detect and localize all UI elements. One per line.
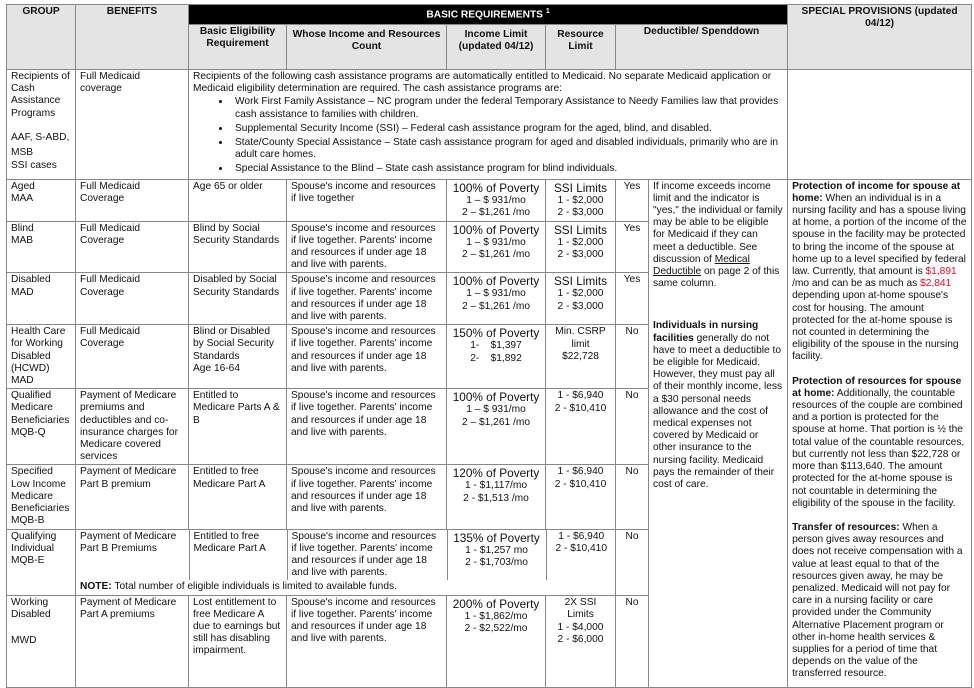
income-1: 1 - $1,257 mo <box>465 544 528 556</box>
resource-label: SSI Limits <box>553 180 608 195</box>
resource-2: 2 - $10,410 <box>554 478 607 490</box>
age-range: Age 16-64 <box>193 362 241 374</box>
group-cell <box>7 325 76 389</box>
income-1: 1 - $1,117/mo <box>464 480 528 492</box>
resource-1: 1 - $2,000 <box>557 288 604 300</box>
eligibility-cell: Entitled to free Medicare Part A <box>189 465 287 529</box>
cash-assistance-description <box>189 70 788 180</box>
income-limit-cell <box>447 465 546 529</box>
income-2: 2 - $1,703/mo <box>465 557 528 568</box>
special-provisions-cell <box>788 179 972 687</box>
group-code: MQB-B <box>11 515 45 527</box>
income-2: 2 – $1,261 /mo <box>462 300 530 312</box>
group-name: Qualifying Individual <box>11 530 57 554</box>
benefits-cell: Full Medicaid coverage <box>76 70 189 180</box>
whose-income-cell: Spouse's income and resources if live together. Parents' income and resources if under age 18 and live with parents. <box>287 325 447 389</box>
income-2: 2 - $1,513 /mo <box>463 492 529 504</box>
benefits-cell: Full Medicaid Coverage <box>76 273 189 325</box>
resource-2: 2 - $3,000 <box>557 249 604 261</box>
intro-text: Recipients of the following cash assistance programs are automatically entitled to Medicaid. No separate Medicaid application or Medicaid eligibility determination are required. The cash assistance programs are: <box>193 71 772 95</box>
group-name: Aged <box>11 180 35 192</box>
eligibility-cell <box>189 325 287 389</box>
benefits-cell: Full Medicaid Coverage <box>76 179 189 221</box>
qi-inner <box>76 530 616 595</box>
program-list <box>193 96 783 175</box>
income-limit-cell <box>447 530 546 581</box>
group-code: MAD <box>11 375 34 387</box>
poverty-pct: 100% of Poverty <box>452 274 540 289</box>
poverty-pct: 150% of Poverty <box>452 326 540 341</box>
poverty-pct: 100% of Poverty <box>452 180 540 195</box>
income-limit-cell <box>447 325 546 389</box>
basic-requirements-band <box>189 5 788 25</box>
resource-1: 1 - $6,940 <box>558 530 605 542</box>
group-cell <box>7 221 76 273</box>
income-limit-cell <box>447 221 546 273</box>
income-limit-cell <box>447 179 546 221</box>
footnote-marker: 1 <box>545 8 550 15</box>
group-name: Specified Low Income Medicare Beneficiaries <box>11 466 70 515</box>
group-code: MAA <box>11 192 34 204</box>
group-code: MQB-E <box>11 554 45 566</box>
qi-note <box>76 580 616 594</box>
prov-text: When an individual is in a nursing facility and has a spouse living at home, a portion of the income of the spouse in the facility may be protected to bring the income of the spouse at home up to a level specified by federal law. Currently, that amount is <box>792 192 967 278</box>
resource-1: 1 - $4,000 <box>557 621 604 633</box>
income-protection-paragraph <box>792 181 967 364</box>
deductible-indicator: Yes <box>616 179 649 221</box>
eligibility-cell: Entitled to free Medicare Part A <box>189 530 287 581</box>
deductible-indicator: Yes <box>616 273 649 325</box>
resource-protection-paragraph <box>792 376 967 510</box>
prov-text: When a person gives away resources and does not receive compensation with a value at least equal to that of the resources given away, he may be penalized. Medicaid will not pay for care in a nursing facility or care provided under the Community Alternative Placement program or other in-home health services & supplies for a period of time that depends on the value of the transferred resource. <box>792 521 963 680</box>
benefits-cell: Payment of Medicare premiums and deductibles and co-insurance charges for Medicare covered services <box>76 389 189 465</box>
resource-1: $22,728 <box>562 351 599 363</box>
whose-income-cell: Spouse's income and resources if live together. Parents' income and resources if under age 18 and live with parents. <box>287 221 447 273</box>
resource-label: SSI Limits <box>553 222 608 237</box>
deductible-indicator: No <box>616 465 649 529</box>
resource-1: 1 - $6,940 <box>557 466 604 478</box>
group-codes: AAF, S-ABD, MSB <box>11 131 70 158</box>
group-name: Recipients of Cash Assistance Programs <box>11 71 70 119</box>
income-1: 1 – $ 931/mo <box>466 236 526 248</box>
note-label: NOTE: <box>80 581 112 593</box>
col-header-income-limit: Income Limit (updated 04/12) <box>447 25 546 70</box>
table-row <box>7 179 972 221</box>
eligibility-table <box>6 4 972 688</box>
prov-text: Additionally, the countable resources of the couple are combined and a portion is protected for the spouse at home. That portion is ½ the total value of the countable resources, but currently not less than $22,728 or more than $113,640. The amount protected for the at-home spouse is not countable in determining the eligibility of the spouse in the facility. <box>792 387 965 509</box>
poverty-pct: 200% of Poverty <box>452 596 540 611</box>
resource-2: 2 - $10,410 <box>554 402 607 414</box>
group-cell <box>7 179 76 221</box>
income-1: 1- $1,397 <box>470 340 522 352</box>
income-1: 1 – $ 931/mo <box>466 404 526 416</box>
group-code: MQB-Q <box>11 426 46 438</box>
poverty-pct: 120% of Poverty <box>452 466 540 481</box>
whose-income-cell: Spouse's income and resources if live together. Parents' income and resources if under age 18 and live with parents. <box>287 530 447 581</box>
qi-details-cell <box>76 529 616 595</box>
deductible-indicator: No <box>616 325 649 389</box>
group-code: MAD <box>11 286 34 298</box>
note-text: Total number of eligible individuals is limited to available funds. <box>111 581 397 593</box>
ded-text-b: on page 2 of this same column. <box>653 266 780 290</box>
resource-limit-cell <box>546 389 616 465</box>
group-cell <box>7 529 76 595</box>
resource-label: SSI Limits <box>553 274 608 289</box>
income-limit-cell <box>447 389 546 465</box>
col-header-basic-eligibility: Basic Eligibility Requirement <box>189 25 287 70</box>
group-cell <box>7 465 76 529</box>
list-item: • Special Assistance to the Blind – State cash assistance program for blind individuals. <box>231 163 783 175</box>
group-cell <box>7 273 76 325</box>
resource-2: 2 - $6,000 <box>557 634 604 646</box>
benefits-cell: Full Medicaid Coverage <box>76 221 189 273</box>
band-title: BASIC REQUIREMENTS <box>426 9 543 21</box>
eligibility-cell: Blind by Social Security Standards <box>189 221 287 273</box>
resource-1: 1 - $2,000 <box>557 194 604 206</box>
poverty-pct: 100% of Poverty <box>452 390 540 405</box>
special-provisions-empty <box>788 70 972 180</box>
benefits-cell: Payment of Medicare Part A premiums <box>76 595 189 687</box>
medical-deductible-link[interactable]: Medical Deductible <box>653 253 750 278</box>
resource-1: 1 - $6,940 <box>557 390 604 402</box>
col-header-whose-income: Whose Income and Resources Count <box>287 25 447 70</box>
resource-2: 2 - $10,410 <box>555 543 608 554</box>
group-name: Working Disabled <box>11 596 51 620</box>
resource-label: 2X SSI Limits <box>564 596 597 621</box>
deductible-indicator: No <box>616 595 649 687</box>
income-protection-title: Protection of income for spouse at home: <box>792 180 961 204</box>
col-header-benefits: BENEFITS <box>76 5 189 70</box>
list-item: • State/County Special Assistance – State cash assistance program for aged and disabled individuals, primarily who are in adult care homes. <box>231 137 783 161</box>
nursing-title: Individuals in nursing facilities <box>653 320 759 344</box>
group-code: MWD <box>11 634 37 646</box>
income-limit-cell <box>447 595 546 687</box>
whose-income-cell: Spouse's income and resources if live together. Parents' income and resources if under age 18 and live with parents. <box>287 595 447 687</box>
group-name: Blind <box>11 222 34 234</box>
prov-text: /mo and can be as much as <box>792 278 921 290</box>
benefits-cell: Payment of Medicare Part B premium <box>76 465 189 529</box>
group-code: MAB <box>11 234 34 246</box>
income-amount-min: $1,891 <box>925 266 957 278</box>
whose-income-cell: Spouse's income and resources if live together. Parents' income and resources if under age 18 and live with parents. <box>287 465 447 529</box>
group-ssi: SSI cases <box>11 159 57 171</box>
transfer-paragraph <box>792 522 967 681</box>
resource-label: Min. CSRP limit <box>555 326 606 350</box>
resource-2: 2 - $3,000 <box>557 300 604 312</box>
whose-income-cell: Spouse's income and resources if live together. Parents' income and resources if under age 18 and live with parents. <box>287 389 447 465</box>
poverty-pct: 135% of Poverty <box>453 530 540 545</box>
income-amount-max: $2,841 <box>920 278 952 290</box>
income-1: 1 – $ 931/mo <box>466 194 526 206</box>
deductible-indicator: Yes <box>616 221 649 273</box>
ded-text-a: If income exceeds income limit and the indicator is "yes," the individual or family may be able to be eligible for Medicaid if they can meet a deductible. See discussion of <box>653 180 783 265</box>
income-2: 2 – $1,261 /mo <box>462 416 530 428</box>
whose-income-cell: Spouse's income and resources if live together. Parents' income and resources if under age 18 and live with parents. <box>287 273 447 325</box>
deductible-text-cell <box>649 179 788 687</box>
group-cell <box>7 70 76 180</box>
nursing-text: generally do not have to meet a deductible to be eligible for Medicaid. However, they must pay all of their monthly income, less a $30 personal needs allowance and the cost of medical expenses not covered by Medicaid or other insurance to the nursing facility. Medicaid pays the remainder of their cost of care. <box>653 332 783 491</box>
list-item: • Supplemental Security Income (SSI) – Federal cash assistance program for the aged, blind, and disabled. <box>231 123 783 135</box>
income-2: 2 – $1,261 /mo <box>462 207 530 219</box>
benefits-cell: Full Medicaid Coverage <box>76 325 189 389</box>
resource-limit-cell <box>546 179 616 221</box>
deductible-indicator: No <box>616 529 649 595</box>
resource-protection-title: Protection of resources for spouse at home: <box>792 375 962 399</box>
col-header-resource-limit: Resource Limit <box>546 25 616 70</box>
eligibility-cell: Age 65 or older <box>189 179 287 221</box>
poverty-pct: 100% of Poverty <box>452 222 540 237</box>
eligibility-cell: Disabled by Social Security Standards <box>189 273 287 325</box>
resource-limit-cell <box>546 221 616 273</box>
resource-limit-cell <box>546 325 616 389</box>
resource-limit-cell <box>546 595 616 687</box>
group-name: Health Care for Working Disabled (HCWD) <box>11 326 66 374</box>
col-header-group: GROUP <box>7 5 76 70</box>
eligibility-cell: Lost entitlement to free Medicare A due to earnings but still has disabling impairment. <box>189 595 287 687</box>
resource-limit-cell <box>546 465 616 529</box>
col-header-special-provisions: SPECIAL PROVISIONS (updated 04/12) <box>788 5 972 70</box>
table-row-cash-assistance <box>7 70 972 180</box>
income-2: 2 – $1,261 /mo <box>462 249 530 261</box>
income-limit-cell <box>447 273 546 325</box>
benefits-cell: Payment of Medicare Part B Premiums <box>76 530 189 581</box>
resource-2: 2 - $3,000 <box>557 207 604 219</box>
eligibility-cell: Entitled to Medicare Parts A & B <box>189 389 287 465</box>
prov-text: depending upon at-home spouse's cost for housing. The amount protected for the at-home spouse is not counted in determining the eligibility of the spouse in the nursing facility. <box>792 290 959 363</box>
deductible-paragraph <box>653 181 783 291</box>
income-1: 1 - $1,862/mo <box>464 610 528 622</box>
resource-1: 1 - $2,000 <box>557 236 604 248</box>
resource-limit-cell <box>546 273 616 325</box>
nursing-facility-paragraph <box>653 320 783 491</box>
group-cell <box>7 595 76 687</box>
income-1: 1 – $ 931/mo <box>466 288 526 300</box>
col-header-deductible: Deductible/ Spenddown <box>616 25 788 70</box>
eligibility-text: Blind or Disabled by Social Security Standards <box>193 326 274 362</box>
income-2: 2- $1,892 <box>470 352 522 364</box>
deductible-indicator: No <box>616 389 649 465</box>
whose-income-cell: Spouse's income and resources if live together <box>287 179 447 221</box>
group-name: Disabled <box>11 274 51 286</box>
resource-limit-cell <box>546 530 616 581</box>
group-cell <box>7 389 76 465</box>
group-name: Qualified Medicare Beneficiaries <box>11 390 70 426</box>
transfer-title: Transfer of resources: <box>792 521 900 533</box>
income-2: 2 - $2,522/mo <box>464 623 528 635</box>
list-item: • Work First Family Assistance – NC program under the federal Temporary Assistance to Needy Families law that provides cash assistance to families with children. <box>231 96 783 120</box>
